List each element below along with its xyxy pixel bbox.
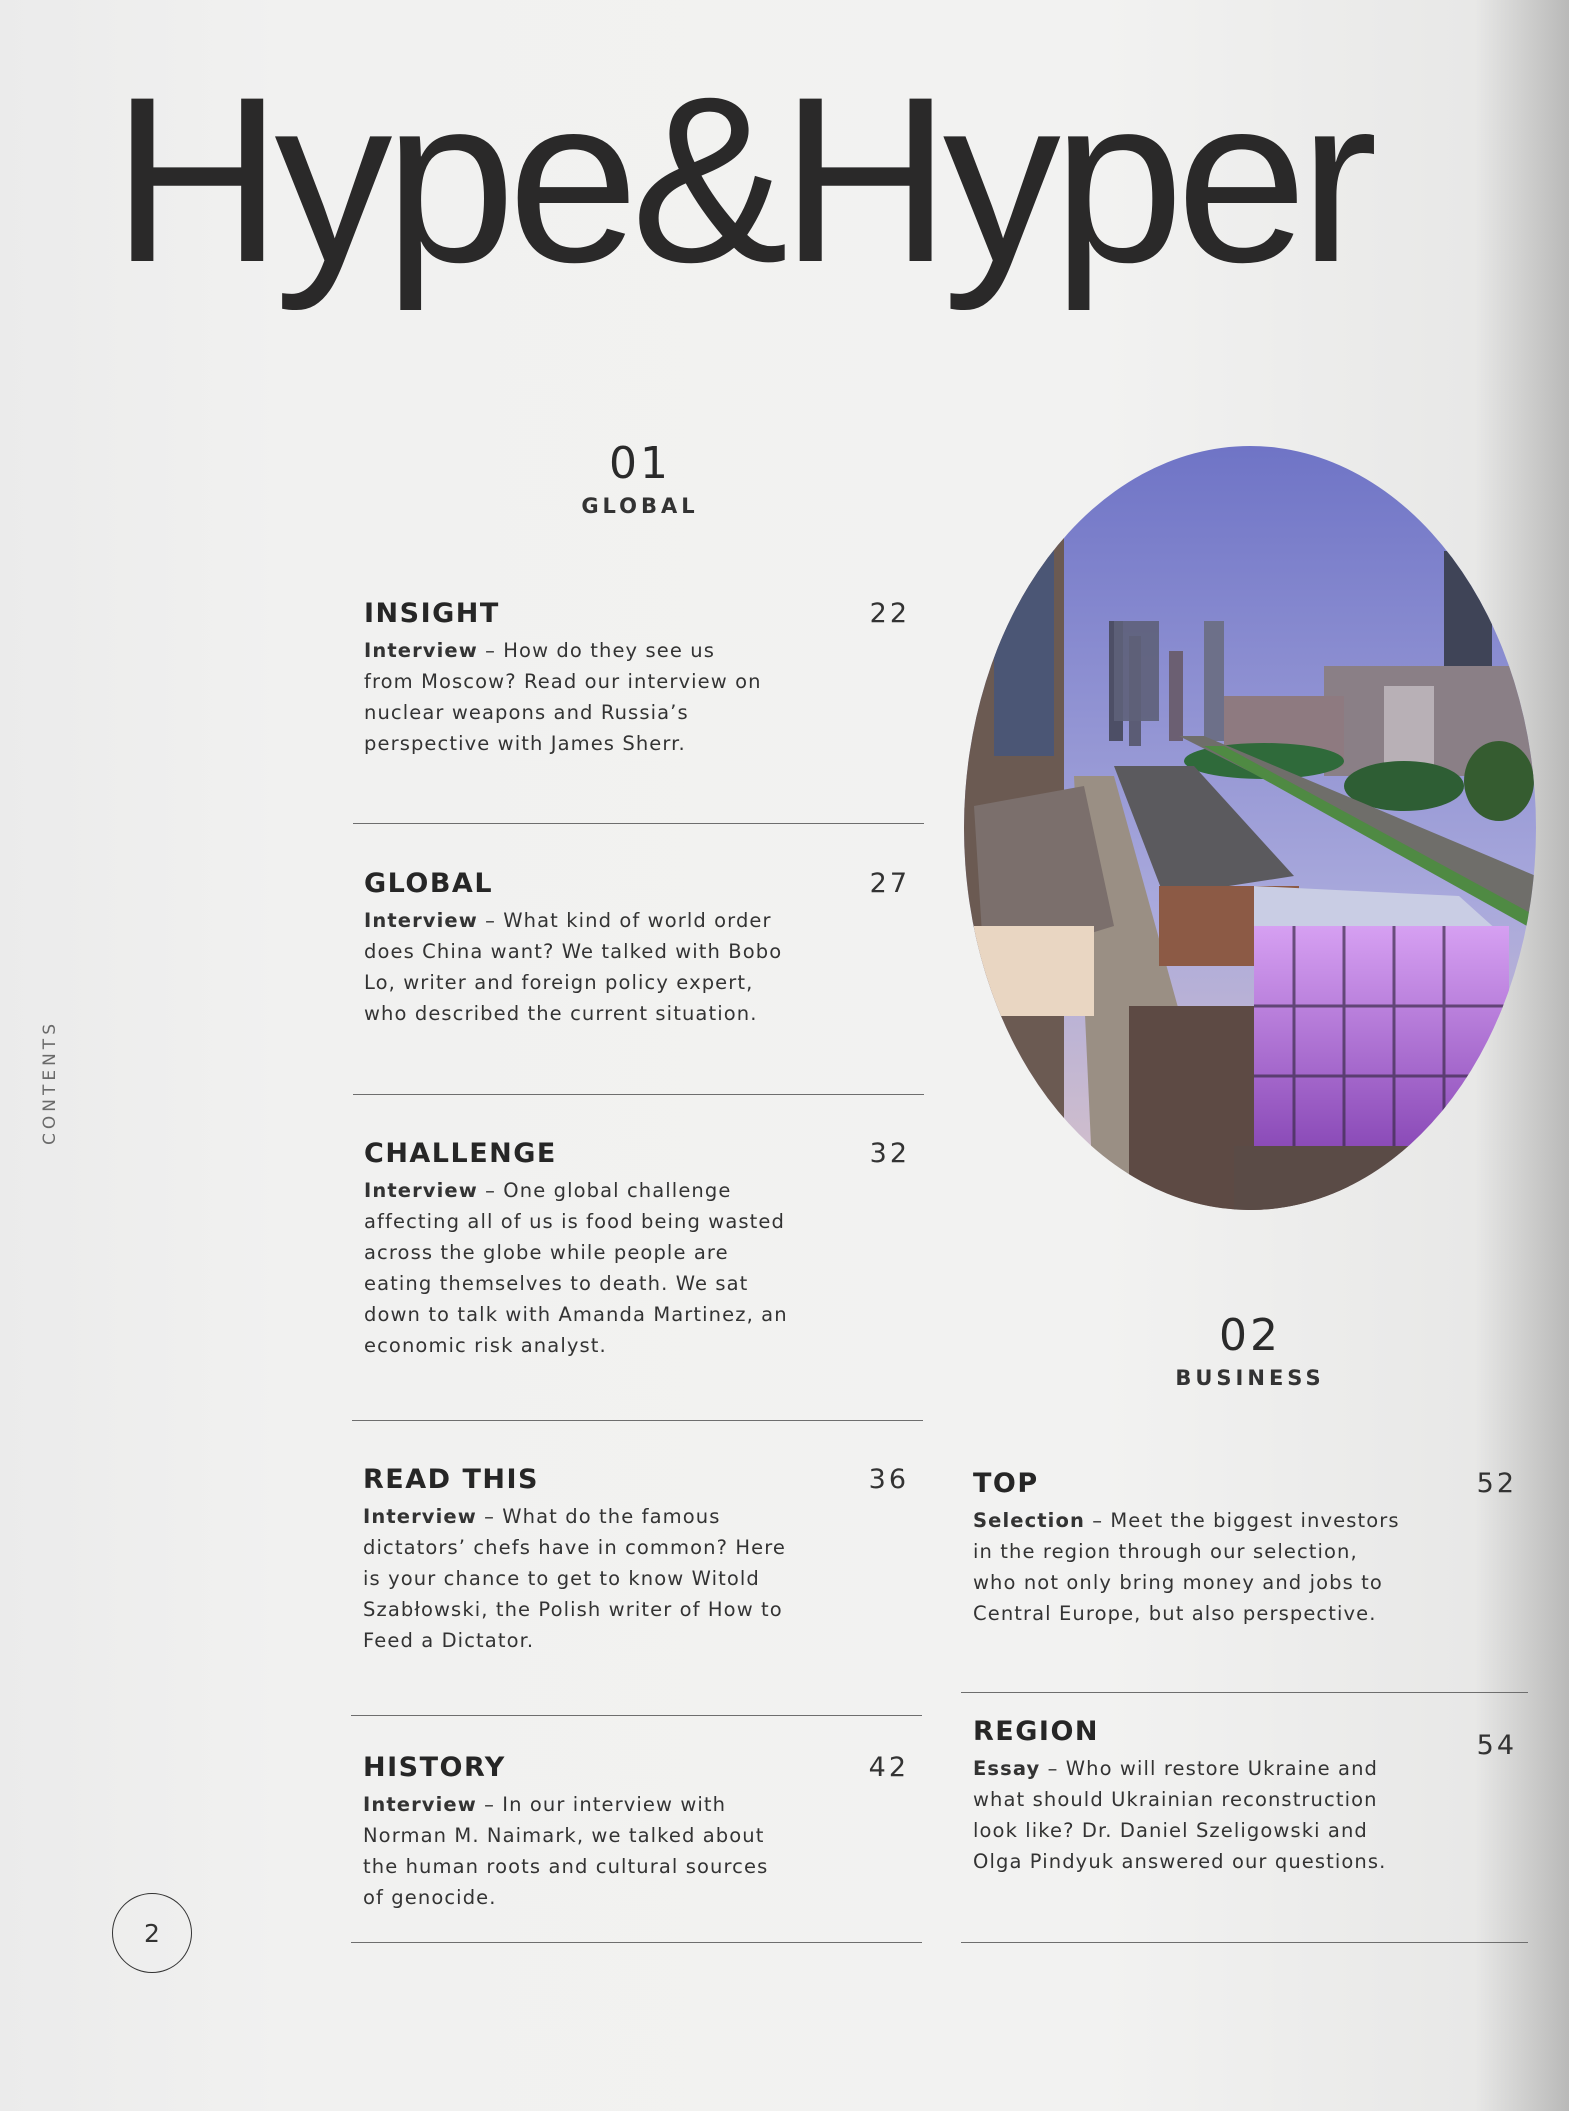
- toc-entry-insight[interactable]: [364, 598, 916, 759]
- entry-description: [363, 1789, 788, 1913]
- city-photo-illustration: [964, 446, 1536, 1210]
- entry-description: [363, 1501, 793, 1656]
- toc-entry-region[interactable]: [973, 1716, 1523, 1877]
- divider: [351, 1942, 922, 1943]
- entry-kind: Interview: [363, 1505, 477, 1528]
- divider: [352, 1420, 923, 1421]
- city-photo: [964, 446, 1536, 1210]
- entry-page-number: 27: [869, 868, 910, 899]
- entry-kind: Interview: [363, 1793, 477, 1816]
- divider: [353, 1094, 924, 1095]
- entry-page-number: 36: [868, 1464, 909, 1495]
- entry-page-number: 22: [869, 598, 910, 629]
- entry-title: TOP: [973, 1468, 1039, 1499]
- entry-kind: Interview: [364, 909, 478, 932]
- section-number: 01: [609, 438, 671, 489]
- section-global-header: [540, 440, 740, 518]
- entry-description: [364, 1175, 794, 1361]
- entry-page-number: 54: [1476, 1730, 1517, 1761]
- entry-description: [973, 1505, 1403, 1629]
- entry-title: GLOBAL: [364, 868, 494, 899]
- entry-title: REGION: [973, 1716, 1099, 1747]
- divider: [351, 1715, 922, 1716]
- magazine-title: Hype&Hyper: [112, 48, 1370, 312]
- divider: [353, 823, 924, 824]
- entry-page-number: 52: [1476, 1468, 1517, 1499]
- toc-entry-global[interactable]: [364, 868, 916, 1029]
- section-number: 02: [1219, 1310, 1281, 1361]
- entry-description: [973, 1753, 1403, 1877]
- section-name: BUSINESS: [1175, 1366, 1325, 1390]
- entry-title: HISTORY: [363, 1752, 506, 1783]
- entry-kind: Interview: [364, 639, 478, 662]
- section-business-header: [1150, 1312, 1350, 1390]
- entry-kind: Selection: [973, 1509, 1085, 1532]
- page-number: 2: [112, 1893, 192, 1973]
- entry-page-number: 32: [869, 1138, 910, 1169]
- entry-description: [364, 905, 784, 1029]
- entry-title: CHALLENGE: [364, 1138, 557, 1169]
- divider: [961, 1692, 1528, 1693]
- entry-kind: Interview: [364, 1179, 478, 1202]
- entry-text: – What do the famous dictators’ chefs have in common? Here is your chance to get to know Witold Szabłowski, the Polish writer of How to Feed a Dictator.: [363, 1505, 787, 1652]
- contents-label: CONTENTS: [40, 1020, 60, 1145]
- entry-text: – One global challenge affecting all of us is food being wasted across the globe while people are eating themselves to death. We sat down to talk with Amanda Martinez, an economic risk analyst.: [364, 1179, 788, 1357]
- entry-text: – What kind of world order does China want? We talked with Bobo Lo, writer and foreign policy expert, who described the current situation.: [364, 909, 783, 1025]
- entry-kind: Essay: [973, 1757, 1041, 1780]
- toc-entry-top[interactable]: [973, 1468, 1523, 1629]
- entry-text: – How do they see us from Moscow? Read our interview on nuclear weapons and Russia’s perspective with James Sherr.: [364, 639, 762, 755]
- entry-text: – Who will restore Ukraine and what should Ukrainian reconstruction look like? Dr. Daniel Szeligowski and Olga Pindyuk answered our questions.: [973, 1757, 1387, 1873]
- entry-text: – Meet the biggest investors in the region through our selection, who not only bring money and jobs to Central Europe, but also perspective.: [973, 1509, 1400, 1625]
- entry-text: – In our interview with Norman M. Naimark, we talked about the human roots and cultural sources of genocide.: [363, 1793, 769, 1909]
- section-name: GLOBAL: [581, 494, 699, 518]
- entry-title: READ THIS: [363, 1464, 539, 1495]
- toc-entry-history[interactable]: [363, 1752, 915, 1913]
- divider: [961, 1942, 1528, 1943]
- entry-title: INSIGHT: [364, 598, 500, 629]
- entry-description: [364, 635, 764, 759]
- entry-page-number: 42: [868, 1752, 909, 1783]
- toc-entry-read-this[interactable]: [363, 1464, 915, 1656]
- toc-entry-challenge[interactable]: [364, 1138, 916, 1361]
